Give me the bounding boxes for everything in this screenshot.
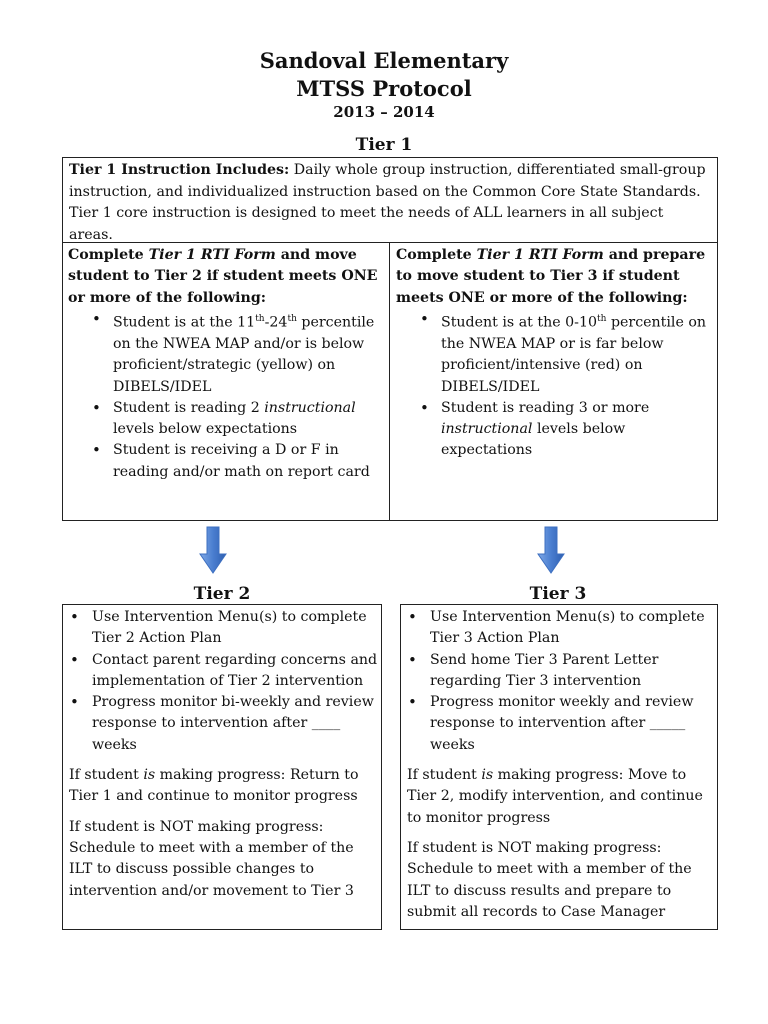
tier2-steps xyxy=(63,607,381,756)
tier2-not-progress-text: If student is NOT making progress: Schedule to meet with a member of the ILT to discuss possible changes to intervention and/or movement to Tier 3 xyxy=(69,818,354,899)
list-item xyxy=(68,309,384,398)
tier3-not-progress-text: If student is NOT making progress: Schedule to meet with a member of the ILT to discuss results and prepare to submit all records to Case Manager xyxy=(407,839,692,920)
text: Student is at the 0-10 xyxy=(441,314,598,331)
down-arrow-icon xyxy=(199,526,227,574)
text: levels below expectations xyxy=(113,421,298,438)
list-item: • Student is receiving a D or F in reading and/or math on report card xyxy=(68,440,384,483)
emphasis: instructional xyxy=(441,421,533,438)
text: percentile on the NWEA MAP and/or is below proficient/strategic (yellow) on DIBELS/IDEL xyxy=(113,314,375,395)
rti-form-name: Tier 1 RTI Form xyxy=(148,247,276,263)
text: If student xyxy=(407,767,482,784)
list-item: • Progress monitor bi-weekly and review response to intervention after ____ weeks xyxy=(63,692,381,756)
superscript: th xyxy=(597,313,607,324)
superscript: th xyxy=(287,313,297,324)
school-title: Sandoval Elementary xyxy=(259,48,509,73)
text: percentile on the NWEA MAP or is far below proficient/intensive (red) on DIBELS/IDEL xyxy=(441,314,707,395)
rti-form-name: Tier 1 RTI Form xyxy=(476,247,604,263)
emphasis: instructional xyxy=(264,399,356,416)
text: Student is reading 2 xyxy=(113,399,265,416)
tier1-right-column xyxy=(390,243,717,520)
list-item: • Contact parent regarding concerns and implementation of Tier 2 intervention xyxy=(63,650,381,693)
list-item xyxy=(396,309,711,398)
list-item: • Send home Tier 3 Parent Letter regarding Tier 3 intervention xyxy=(401,650,717,693)
tier3-steps xyxy=(401,607,717,756)
tier1-intro-text: Daily whole group instruction, differentiated small-group instruction, and individualized instruction based on the Common Core State Standards. Tier 1 core instruction is designed to meet the needs of ALL learners in all subject areas. xyxy=(69,162,706,243)
text: making progress: Return to Tier 1 and continue to monitor progress xyxy=(69,767,359,805)
tier1-intro-label: Tier 1 Instruction Includes: xyxy=(69,162,290,178)
tier3-box xyxy=(400,604,718,930)
tier1-intro xyxy=(63,158,717,243)
header-suffix: and prepare to move student to Tier 3 if student meets ONE or more of the following: xyxy=(396,247,706,306)
header-prefix: Complete xyxy=(68,247,149,263)
tier3-progress-text xyxy=(401,765,717,829)
tier3-criteria-header xyxy=(396,245,711,309)
tier1-heading: Tier 1 xyxy=(355,135,413,155)
list-item: • Use Intervention Menu(s) to complete Tier 2 Action Plan xyxy=(63,607,381,650)
text: Student is at the 11 xyxy=(113,314,256,331)
text: making progress: Move to Tier 2, modify intervention, and continue to monitor progress xyxy=(407,767,703,826)
emphasis: is xyxy=(481,767,494,784)
header-suffix: and move student to Tier 2 if student meets ONE or more of the following: xyxy=(68,247,378,306)
school-year: 2013 – 2014 xyxy=(333,103,435,121)
protocol-title: MTSS Protocol xyxy=(296,76,472,101)
tier2-progress-text xyxy=(63,765,381,808)
tier1-left-column xyxy=(63,243,390,520)
tier2-criteria-header xyxy=(68,245,384,309)
header-prefix: Complete xyxy=(396,247,477,263)
text: Student is reading 3 or more xyxy=(441,399,650,416)
down-arrow-icon xyxy=(537,526,565,574)
list-item xyxy=(396,398,711,462)
list-item: • Use Intervention Menu(s) to complete Tier 3 Action Plan xyxy=(401,607,717,650)
tier3-criteria-list xyxy=(396,309,711,462)
list-item: • Progress monitor weekly and review response to intervention after _____ weeks xyxy=(401,692,717,756)
text: levels below expectations xyxy=(441,421,626,459)
tier2-criteria-list xyxy=(68,309,384,483)
list-item xyxy=(68,398,384,441)
emphasis: is xyxy=(143,767,156,784)
tier2-heading: Tier 2 xyxy=(193,584,251,604)
tier3-heading: Tier 3 xyxy=(529,584,587,604)
tier2-box xyxy=(62,604,382,930)
superscript: th xyxy=(255,313,265,324)
tier1-table xyxy=(62,157,718,521)
text: -24 xyxy=(264,314,288,331)
text: If student xyxy=(69,767,144,784)
